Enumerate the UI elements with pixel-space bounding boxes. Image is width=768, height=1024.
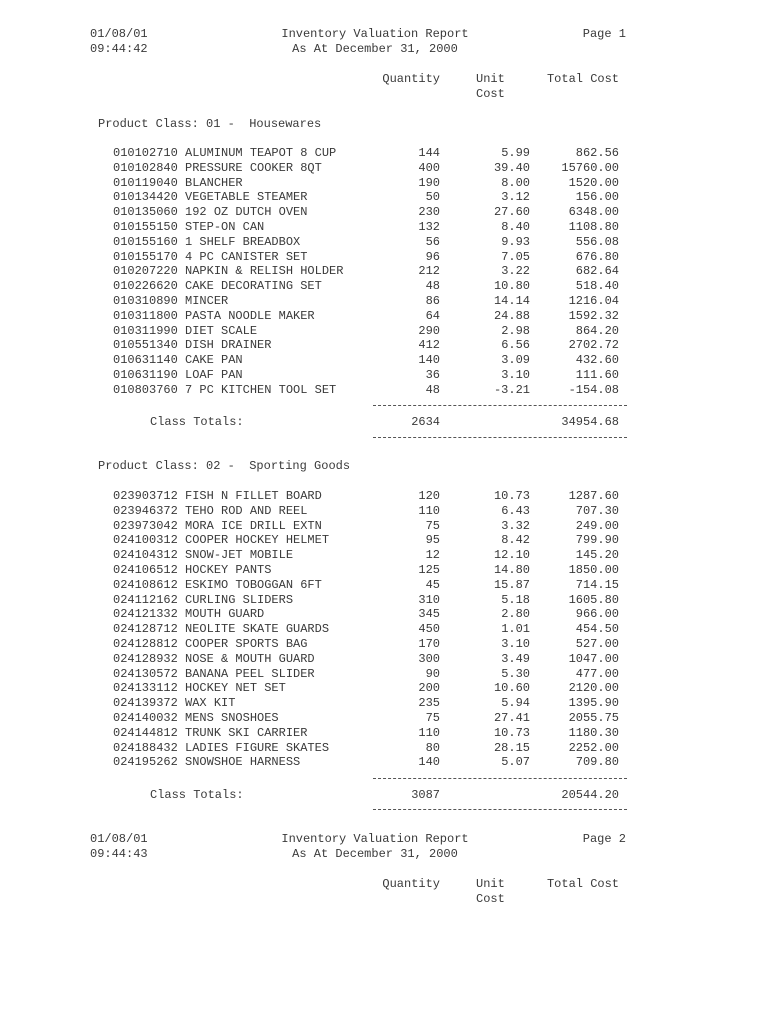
table-row (0, 176, 768, 191)
item-description: 024188432 LADIES FIGURE SKATES (113, 740, 330, 755)
item-quantity: 120 (418, 489, 440, 503)
divider (373, 405, 627, 406)
item-description: 010102840 PRESSURE COOKER 8QT (113, 160, 322, 175)
item-unit-cost: 15.87 (493, 577, 530, 592)
item-total-cost: 156.00 (575, 190, 619, 205)
unit-cost-header-line2: Cost (476, 892, 505, 906)
item-quantity: 450 (418, 622, 440, 637)
item-description: 024140032 MENS SNOSHOES (113, 711, 279, 725)
item-description: 023946372 TEHO ROD AND REEL (113, 503, 308, 518)
item-unit-cost: 5.18 (501, 592, 530, 607)
item-unit-cost: 6.56 (501, 338, 530, 353)
table-row (0, 563, 768, 578)
item-unit-cost: 8.40 (501, 220, 530, 234)
table-row (0, 504, 768, 519)
item-description: 024144812 TRUNK SKI CARRIER (113, 725, 308, 740)
item-unit-cost: 5.07 (501, 755, 530, 770)
item-unit-cost: 10.73 (493, 489, 530, 503)
item-total-cost: 1395.90 (568, 696, 619, 711)
item-total-cost: 1180.30 (568, 725, 619, 740)
report-time: 09:44:43 (90, 847, 148, 861)
divider (373, 778, 627, 779)
table-row (0, 652, 768, 667)
product-class-title: Product Class: 01 - Housewares (98, 117, 322, 131)
item-quantity: 45 (425, 577, 440, 592)
item-description: 010135060 192 OZ DUTCH OVEN (113, 205, 308, 220)
table-row (0, 711, 768, 726)
item-unit-cost: 14.14 (493, 294, 530, 308)
item-total-cost: 1216.04 (568, 294, 619, 308)
item-description: 023903712 FISH N FILLET BOARD (113, 489, 322, 503)
table-row (0, 190, 768, 205)
item-unit-cost: 8.42 (501, 533, 530, 548)
item-unit-cost: 5.94 (501, 696, 530, 711)
item-total-cost: 518.40 (575, 279, 619, 294)
table-row (0, 235, 768, 250)
item-description: 024128812 COOPER SPORTS BAG (113, 637, 308, 651)
item-unit-cost: 10.73 (493, 725, 530, 740)
item-quantity: 144 (418, 146, 440, 160)
table-row (0, 519, 768, 534)
item-quantity: 125 (418, 563, 440, 577)
table-row (0, 220, 768, 235)
product-class-title: Product Class: 02 - Sporting Goods (98, 459, 351, 473)
item-total-cost: 2120.00 (568, 681, 619, 696)
item-unit-cost: 27.60 (493, 205, 530, 220)
item-quantity: 96 (425, 249, 440, 264)
item-description: 024130572 BANANA PEEL SLIDER (113, 666, 315, 681)
item-quantity: 86 (425, 294, 440, 308)
report-title: Inventory Valuation Report (281, 27, 469, 41)
item-unit-cost: 5.30 (501, 666, 530, 681)
item-total-cost: 145.20 (575, 548, 619, 563)
item-total-cost: 477.00 (575, 666, 619, 681)
item-quantity: 110 (418, 503, 440, 518)
item-quantity: 140 (418, 755, 440, 770)
item-description: 010311990 DIET SCALE (113, 323, 258, 338)
report-date: 01/08/01 (90, 27, 148, 41)
item-description: 010311800 PASTA NOODLE MAKER (113, 308, 315, 323)
table-row (0, 741, 768, 756)
item-total-cost: 966.00 (575, 607, 619, 622)
page-number: Page 1 (582, 27, 626, 41)
item-quantity: 310 (418, 592, 440, 607)
item-total-cost: 527.00 (575, 637, 619, 651)
item-unit-cost: 7.05 (501, 249, 530, 264)
item-total-cost: 1605.80 (568, 592, 619, 607)
item-total-cost: 676.80 (575, 249, 619, 264)
class-totals-label: Class Totals: (150, 788, 244, 802)
table-row (0, 338, 768, 353)
table-row (0, 279, 768, 294)
item-total-cost: 2055.75 (568, 711, 619, 725)
table-row (0, 161, 768, 176)
item-total-cost: 454.50 (575, 622, 619, 637)
unit-cost-header-line2: Cost (476, 87, 505, 101)
item-quantity: 190 (418, 175, 440, 190)
table-row (0, 324, 768, 339)
table-row (0, 548, 768, 563)
item-quantity: 75 (425, 711, 440, 725)
item-unit-cost: 39.40 (493, 160, 530, 175)
item-unit-cost: 9.93 (501, 234, 530, 249)
table-row (0, 593, 768, 608)
item-description: 010155170 4 PC CANISTER SET (113, 249, 308, 264)
item-total-cost: 714.15 (575, 577, 619, 592)
item-description: 010102710 ALUMINUM TEAPOT 8 CUP (113, 146, 337, 160)
item-quantity: 95 (425, 533, 440, 548)
item-description: 010551340 DISH DRAINER (113, 338, 272, 353)
divider (373, 437, 627, 438)
table-row (0, 696, 768, 711)
item-unit-cost: 5.99 (501, 146, 530, 160)
item-unit-cost: 3.10 (501, 368, 530, 382)
item-description: 010155150 STEP-ON CAN (113, 220, 265, 234)
item-unit-cost: 2.98 (501, 323, 530, 338)
item-description: 024106512 HOCKEY PANTS (113, 563, 272, 577)
item-total-cost: 15760.00 (561, 160, 619, 175)
table-row (0, 205, 768, 220)
item-total-cost: 1850.00 (568, 563, 619, 577)
item-description: 010631190 LOAF PAN (113, 368, 243, 382)
item-description: 024121332 MOUTH GUARD (113, 607, 265, 622)
item-total-cost: 864.20 (575, 323, 619, 338)
item-description: 024128712 NEOLITE SKATE GUARDS (113, 622, 330, 637)
item-description: 010631140 CAKE PAN (113, 353, 243, 368)
item-quantity: 140 (418, 353, 440, 368)
quantity-column-header: Quantity (382, 72, 440, 86)
item-quantity: 48 (425, 382, 440, 397)
item-quantity: 212 (418, 264, 440, 279)
item-description: 024133112 HOCKEY NET SET (113, 681, 286, 696)
item-description: 010155160 1 SHELF BREADBOX (113, 234, 301, 249)
item-unit-cost: 27.41 (493, 711, 530, 725)
item-quantity: 48 (425, 279, 440, 294)
report-date: 01/08/01 (90, 832, 148, 846)
item-description: 024104312 SNOW-JET MOBILE (113, 548, 294, 563)
item-quantity: 12 (425, 548, 440, 563)
item-unit-cost: 14.80 (493, 563, 530, 577)
item-total-cost: 432.60 (575, 353, 619, 368)
item-description: 024112162 CURLING SLIDERS (113, 592, 294, 607)
total-cost-column-header: Total Cost (546, 877, 619, 891)
table-row (0, 726, 768, 741)
item-quantity: 75 (425, 518, 440, 533)
item-quantity: 110 (418, 725, 440, 740)
table-row (0, 578, 768, 593)
table-row (0, 607, 768, 622)
item-total-cost: 682.64 (575, 264, 619, 279)
item-unit-cost: 1.01 (501, 622, 530, 637)
item-quantity: 200 (418, 681, 440, 696)
item-total-cost: 2702.72 (568, 338, 619, 353)
item-description: 024139372 WAX KIT (113, 696, 236, 711)
report-subtitle: As At December 31, 2000 (292, 847, 458, 861)
table-row (0, 353, 768, 368)
table-row (0, 755, 768, 770)
item-quantity: 230 (418, 205, 440, 220)
item-description: 023973042 MORA ICE DRILL EXTN (113, 518, 322, 533)
item-total-cost: 1592.32 (568, 308, 619, 323)
table-row (0, 681, 768, 696)
table-row (0, 637, 768, 652)
item-quantity: 132 (418, 220, 440, 234)
item-unit-cost: 6.43 (501, 503, 530, 518)
item-quantity: 345 (418, 607, 440, 622)
item-total-cost: 862.56 (575, 146, 619, 160)
item-total-cost: 709.80 (575, 755, 619, 770)
table-row (0, 294, 768, 309)
item-unit-cost: 3.09 (501, 353, 530, 368)
class-totals-label: Class Totals: (150, 415, 244, 429)
item-quantity: 64 (425, 308, 440, 323)
item-description: 010134420 VEGETABLE STEAMER (113, 190, 308, 205)
item-description: 010803760 7 PC KITCHEN TOOL SET (113, 382, 337, 397)
divider (373, 809, 627, 810)
item-description: 010310890 MINCER (113, 294, 229, 308)
item-quantity: 400 (418, 160, 440, 175)
table-row (0, 622, 768, 637)
report-time: 09:44:42 (90, 42, 148, 56)
item-quantity: 36 (425, 368, 440, 382)
unit-cost-header-line1: Unit (476, 72, 505, 86)
item-total-cost: 707.30 (575, 503, 619, 518)
item-quantity: 56 (425, 234, 440, 249)
item-total-cost: 1520.00 (568, 175, 619, 190)
quantity-column-header: Quantity (382, 877, 440, 891)
item-quantity: 300 (418, 651, 440, 666)
item-description: 010226620 CAKE DECORATING SET (113, 279, 322, 294)
item-unit-cost: 3.22 (501, 264, 530, 279)
item-unit-cost: 10.60 (493, 681, 530, 696)
item-quantity: 80 (425, 740, 440, 755)
item-unit-cost: 12.10 (493, 548, 530, 563)
table-row (0, 383, 768, 398)
table-row (0, 250, 768, 265)
table-row (0, 309, 768, 324)
item-quantity: 90 (425, 666, 440, 681)
item-unit-cost: -3.21 (493, 382, 530, 397)
table-row (0, 667, 768, 682)
item-description: 024100312 COOPER HOCKEY HELMET (113, 533, 330, 548)
class-total-quantity: 2634 (411, 415, 440, 429)
item-unit-cost: 24.88 (493, 308, 530, 323)
item-total-cost: 1108.80 (568, 220, 619, 234)
total-cost-column-header: Total Cost (546, 72, 619, 86)
table-row (0, 489, 768, 504)
item-quantity: 170 (418, 637, 440, 651)
class-total-cost: 20544.20 (561, 788, 619, 802)
item-quantity: 235 (418, 696, 440, 711)
item-description: 024195262 SNOWSHOE HARNESS (113, 755, 301, 770)
table-row (0, 264, 768, 279)
report-subtitle: As At December 31, 2000 (292, 42, 458, 56)
item-quantity: 412 (418, 338, 440, 353)
unit-cost-header-line1: Unit (476, 877, 505, 891)
item-total-cost: 111.60 (575, 368, 619, 382)
table-row (0, 146, 768, 161)
item-total-cost: 6348.00 (568, 205, 619, 220)
item-total-cost: 1047.00 (568, 651, 619, 666)
item-quantity: 50 (425, 190, 440, 205)
item-description: 024108612 ESKIMO TOBOGGAN 6FT (113, 577, 322, 592)
item-quantity: 290 (418, 323, 440, 338)
item-total-cost: -154.08 (568, 382, 619, 397)
item-description: 010119040 BLANCHER (113, 175, 243, 190)
item-unit-cost: 10.80 (493, 279, 530, 294)
class-total-quantity: 3087 (411, 788, 440, 802)
item-unit-cost: 3.10 (501, 637, 530, 651)
item-description: 010207220 NAPKIN & RELISH HOLDER (113, 264, 344, 279)
table-row (0, 368, 768, 383)
report-title: Inventory Valuation Report (281, 832, 469, 846)
item-description: 024128932 NOSE & MOUTH GUARD (113, 651, 315, 666)
item-total-cost: 799.90 (575, 533, 619, 548)
item-total-cost: 1287.60 (568, 489, 619, 503)
table-row (0, 533, 768, 548)
item-unit-cost: 28.15 (493, 740, 530, 755)
item-unit-cost: 2.80 (501, 607, 530, 622)
item-unit-cost: 3.32 (501, 518, 530, 533)
item-total-cost: 249.00 (575, 518, 619, 533)
item-total-cost: 556.08 (575, 234, 619, 249)
item-total-cost: 2252.00 (568, 740, 619, 755)
class-total-cost: 34954.68 (561, 415, 619, 429)
item-unit-cost: 8.00 (501, 175, 530, 190)
item-unit-cost: 3.12 (501, 190, 530, 205)
page-number: Page 2 (582, 832, 626, 846)
item-unit-cost: 3.49 (501, 651, 530, 666)
